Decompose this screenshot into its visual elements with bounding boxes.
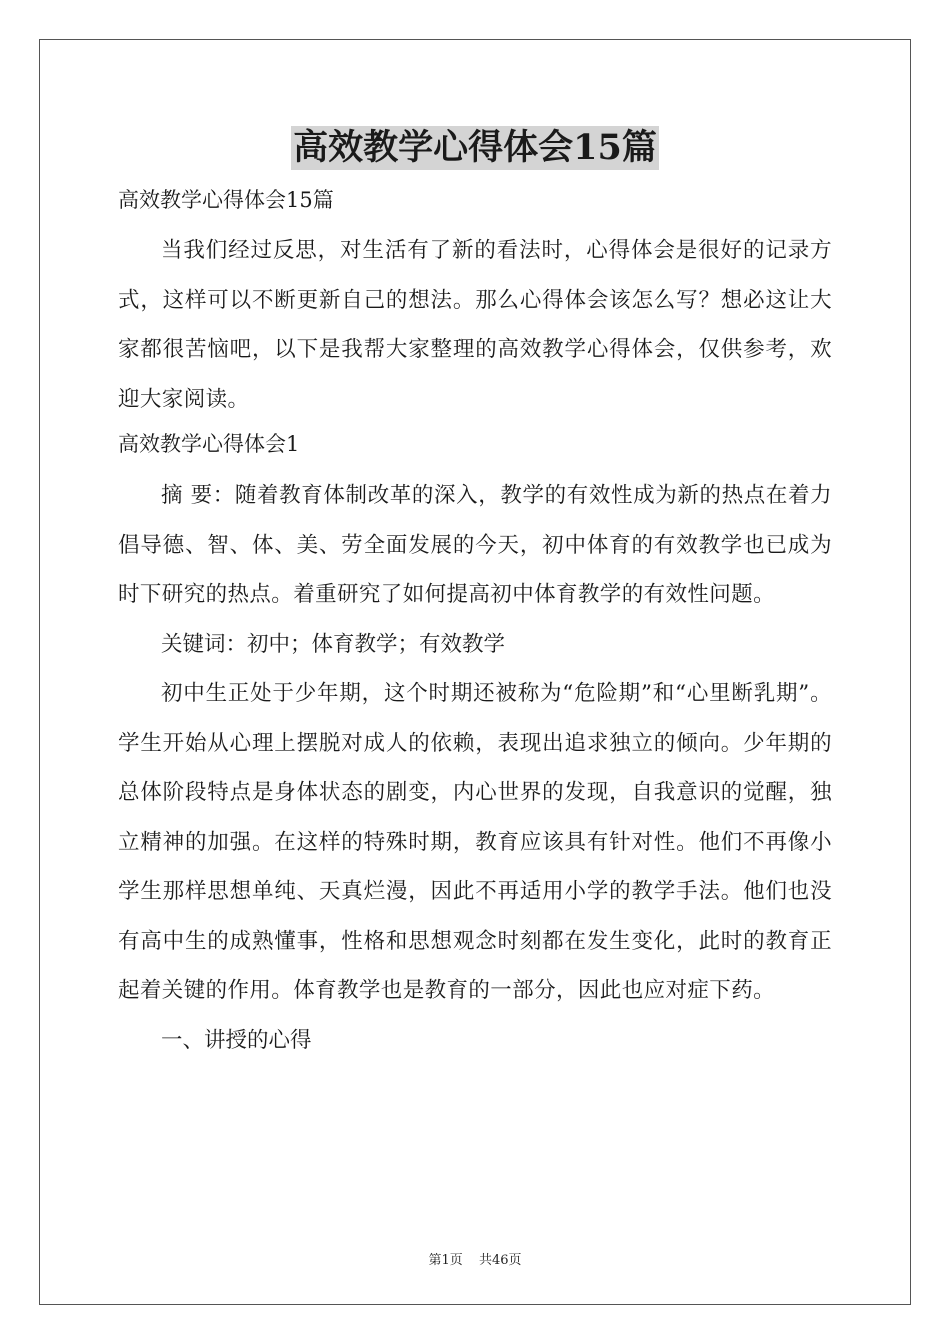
page-number: 第1页 — [428, 1253, 463, 1268]
intro-paragraph: 当我们经过反思，对生活有了新的看法时，心得体会是很好的记录方式，这样可以不断更新自己的想法。那么心得体会该怎么写？想必这让大家都很苦恼吧，以下是我帮大家整理的高效教学心得体会，仅供参考，欢迎大家阅读。 — [118, 238, 832, 412]
list-heading: 一、讲授的心得 — [161, 1027, 312, 1053]
page-footer — [0, 1249, 950, 1268]
keywords-line: 关键词：初中；体育教学；有效教学 — [161, 631, 506, 657]
subtitle-line: 高效教学心得体会15篇 — [118, 188, 334, 212]
body-paragraph: 初中生正处于少年期，这个时期还被称为“危险期”和“心里断乳期”。学生开始从心理上摆脱对成人的依赖，表现出追求独立的倾向。少年期的总体阶段特点是身体状态的剧变，内心世界的发现，自我意识的觉醒，独立精神的加强。在这样的特殊时期，教育应该具有针对性。他们不再像小学生那样思想单纯、天真烂漫，因此不再适用小学的教学手法。他们也没有高中生的成熟懂事，性格和思想观念时刻都在发生变化，此时的教育正起着关键的作用。体育教学也是教育的一部分，因此也应对症下药。 — [118, 681, 832, 1003]
total-pages: 共46页 — [478, 1253, 522, 1268]
section-heading: 高效教学心得体会1 — [118, 432, 300, 456]
title-container — [0, 126, 950, 170]
abstract-paragraph: 摘 要：随着教育体制改革的深入，教学的有效性成为新的热点在着力倡导德、智、体、美、劳全面发展的今天，初中体育的有效教学也已成为时下研究的热点。着重研究了如何提高初中体育教学的有效性问题。 — [118, 483, 832, 607]
document-title: 高效教学心得体会15篇 — [293, 127, 657, 168]
document-body — [118, 183, 832, 1065]
